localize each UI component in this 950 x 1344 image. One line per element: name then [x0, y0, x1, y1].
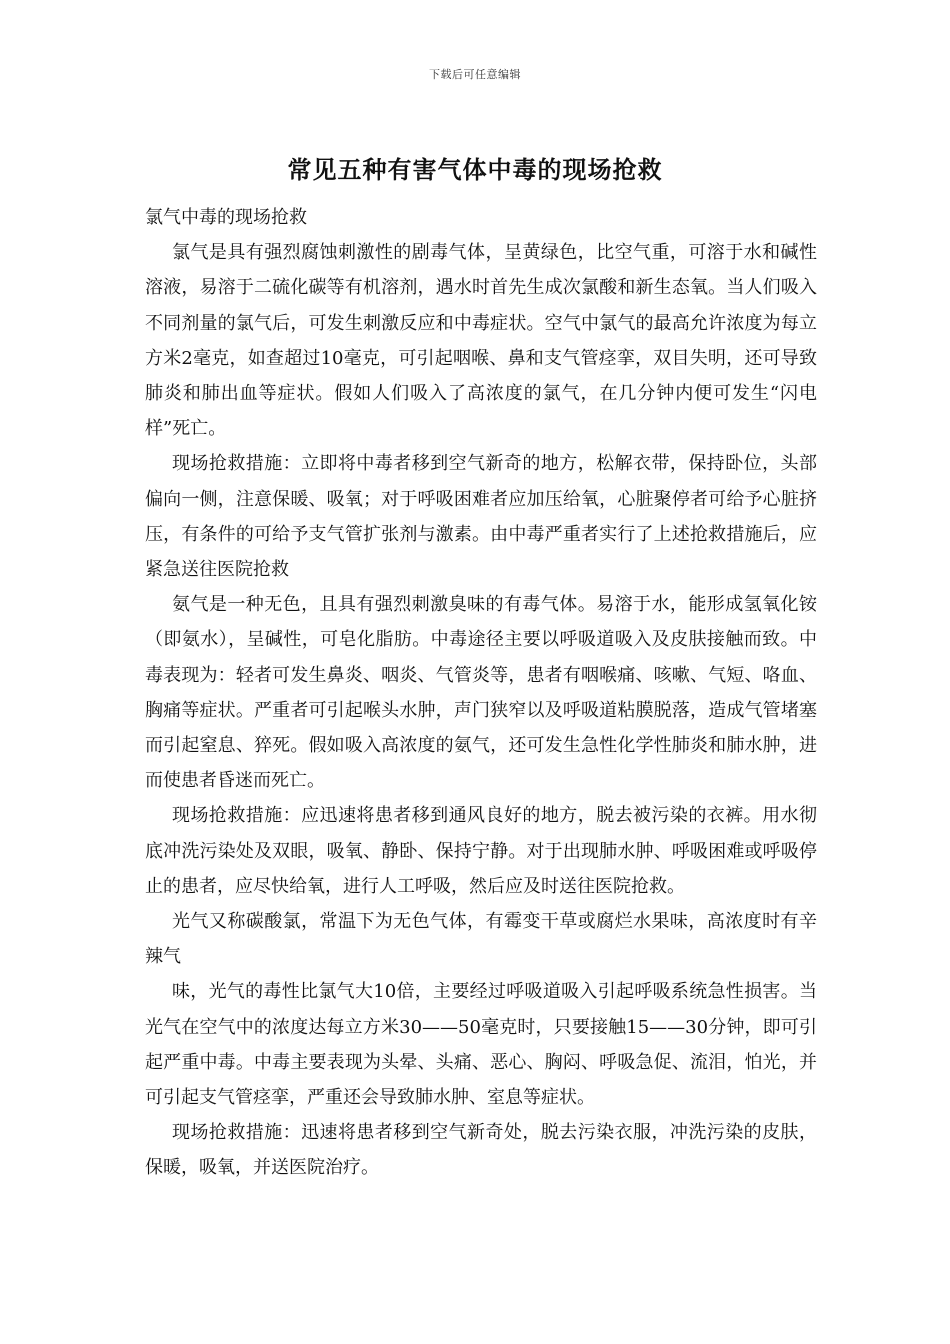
paragraph-phosgene-rescue: 现场抢救措施：迅速将患者移到空气新奇处，脱去污染衣服，冲洗污染的皮肤，保暖，吸氧，并送医院治疗。 [145, 1122, 817, 1179]
paragraph-phosgene-description: 味，光气的毒性比氯气大10倍，主要经过呼吸道吸入引起呼吸系统急性损害。当光气在空气中的浓度达每立方米30——50毫克时，只要接触15——30分钟，即可引起严重中毒。中毒主要表现为头晕、头痛、恶心、胸闷、呼吸急促、流泪，怕光，并可引起支气管痉挛，严重还会导致肺水肿、室息等症状。 [145, 981, 817, 1109]
paragraph-phosgene-intro: 光气又称碳酸氯，常温下为无色气体，有霉变干草或腐烂水果味，高浓度时有辛辣气 [145, 911, 817, 968]
header-note: 下载后可任意编辑 [429, 68, 521, 81]
paragraph-chlorine-description: 氯气是具有强烈腐蚀刺激性的剧毒气体，呈黄绿色，比空气重，可溶于水和碱性溶液，易溶于二硫化碳等有机溶剂，遇水时首先生成次氯酸和新生态氧。当人们吸入不同剂量的氯气后，可发生刺激反应和中毒症状。空气中氯气的最高允许浓度为每立方米2毫克，如查超过10毫克，可引起咽喉、鼻和支气管痉挛，双目失明，还可导致肺炎和肺出血等症状。假如人们吸入了高浓度的氯气，在几分钟内便可发生“闪电样”死亡。 [145, 242, 817, 440]
document-title: 常见五种有害气体中毒的现场抢救 [287, 155, 663, 184]
section-heading-chlorine: 氯气中毒的现场抢救 [145, 207, 307, 228]
document-body [145, 200, 817, 1186]
paragraph-ammonia-description: 氨气是一种无色，且具有强烈刺激臭味的有毒气体。易溶于水，能形成氢氧化铵（即氨水），呈碱性，可皂化脂肪。中毒途径主要以呼吸道吸入及皮肤接触而致。中毒表现为：轻者可发生鼻炎、咽炎、气管炎等，患者有咽喉痛、咳嗽、气短、咯血、胸痛等症状。严重者可引起喉头水肿，声门狭窄以及呼吸道粘膜脱落，造成气管堵塞而引起窒息、猝死。假如吸入高浓度的氨气，还可发生急性化学性肺炎和肺水肿，进而使患者昏迷而死亡。 [145, 594, 817, 792]
paragraph-ammonia-rescue: 现场抢救措施：应迅速将患者移到通风良好的地方，脱去被污染的衣裤。用水彻底冲洗污染处及双眼，吸氧、静卧、保持宁静。对于出现肺水肿、呼吸困难或呼吸停止的患者，应尽快给氧，进行人工呼吸，然后应及时送往医院抢救。 [145, 805, 817, 897]
paragraph-chlorine-rescue: 现场抢救措施：立即将中毒者移到空气新奇的地方，松解衣带，保持卧位，头部偏向一侧，注意保暖、吸氧；对于呼吸困难者应加压给氧，心脏聚停者可给予心脏挤压，有条件的可给予支气管扩张剂与激素。由中毒严重者实行了上述抢救措施后，应紧急送往医院抢救 [145, 453, 817, 581]
